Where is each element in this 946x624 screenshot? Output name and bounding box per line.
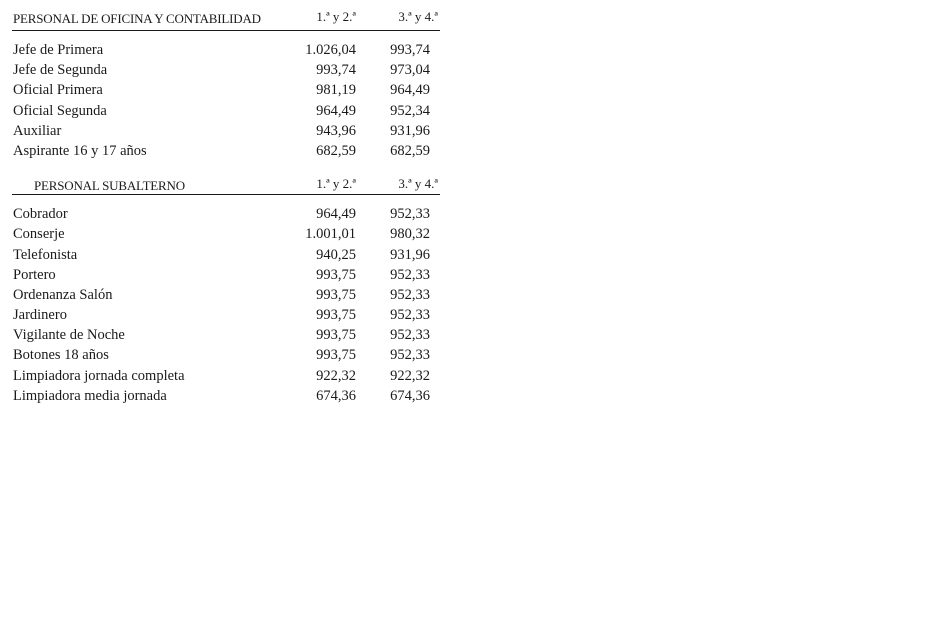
row-value-1: 993,75: [316, 286, 356, 303]
row-value-1: 981,19: [316, 82, 356, 99]
row-value-2: 952,33: [390, 286, 430, 303]
row-value-1: 1.001,01: [305, 226, 356, 243]
table-row: [12, 285, 440, 305]
table-row: [12, 345, 440, 365]
row-label: Limpiadora media jornada: [13, 387, 167, 404]
table-row: [12, 80, 440, 100]
table-row: [12, 386, 440, 406]
row-value-2: 931,96: [390, 122, 430, 139]
row-value-1: 943,96: [316, 122, 356, 139]
table-row: [12, 305, 440, 325]
row-label: Oficial Primera: [13, 82, 103, 99]
table-row: [12, 325, 440, 345]
row-label: Telefonista: [13, 246, 78, 263]
office-col1-header: 1.ª y 2.ª: [316, 9, 356, 24]
row-label: Auxiliar: [13, 122, 62, 139]
row-label: Limpiadora jornada completa: [13, 367, 185, 384]
table-row: [12, 40, 440, 60]
row-label: Vigilante de Noche: [13, 327, 125, 344]
row-value-1: 993,75: [316, 347, 356, 364]
row-value-2: 952,33: [390, 307, 430, 324]
row-value-2: 993,74: [390, 42, 430, 58]
row-value-2: 682,59: [390, 142, 430, 159]
row-label: Ordenanza Salón: [13, 286, 113, 303]
table-row: [12, 141, 440, 161]
table-row: [12, 366, 440, 386]
subaltern-section-title: PERSONAL SUBALTERNO: [34, 178, 185, 194]
row-value-2: 952,33: [390, 266, 430, 283]
salary-table: [12, 0, 440, 406]
row-value-1: 682,59: [316, 142, 356, 159]
row-value-2: 674,36: [390, 387, 430, 404]
row-value-1: 993,74: [316, 62, 356, 79]
subaltern-section: [12, 163, 440, 406]
row-value-1: 964,49: [316, 102, 356, 119]
row-label: Oficial Segunda: [13, 102, 107, 119]
table-row: [12, 245, 440, 265]
row-label: Conserje: [13, 226, 65, 243]
row-value-1: 674,36: [316, 387, 356, 404]
row-value-2: 922,32: [390, 367, 430, 384]
row-label: Botones 18 años: [13, 347, 109, 364]
row-label: Aspirante 16 y 17 años: [13, 142, 147, 159]
row-label: Cobrador: [13, 206, 68, 223]
row-label: Jardinero: [13, 307, 67, 324]
table-row: [12, 121, 440, 141]
row-value-2: 952,33: [390, 347, 430, 364]
row-value-1: 922,32: [316, 367, 356, 384]
row-value-1: 964,49: [316, 206, 356, 223]
row-value-2: 964,49: [390, 82, 430, 99]
row-label: Jefe de Segunda: [13, 62, 108, 79]
table-row: [12, 204, 440, 224]
subaltern-col1-header: 1.ª y 2.ª: [316, 176, 356, 192]
office-section-title: PERSONAL DE OFICINA Y CONTABILIDAD: [13, 11, 261, 26]
row-value-2: 980,32: [390, 226, 430, 243]
table-row: [12, 60, 440, 80]
row-value-2: 952,34: [390, 102, 430, 119]
row-label: Portero: [13, 266, 56, 283]
row-label: Jefe de Primera: [13, 42, 104, 58]
subaltern-col2-header: 3.ª y 4.ª: [398, 176, 438, 192]
row-value-2: 931,96: [390, 246, 430, 263]
table-row: [12, 265, 440, 285]
row-value-1: 993,75: [316, 307, 356, 324]
subaltern-header: [12, 163, 440, 195]
office-section: [12, 0, 440, 161]
row-value-1: 993,75: [316, 266, 356, 283]
row-value-2: 952,33: [390, 327, 430, 344]
office-header: [12, 0, 440, 31]
row-value-1: 993,75: [316, 327, 356, 344]
office-col2-header: 3.ª y 4.ª: [398, 9, 438, 24]
row-value-2: 973,04: [390, 62, 430, 79]
row-value-1: 1.026,04: [305, 42, 356, 58]
table-row: [12, 101, 440, 121]
row-value-2: 952,33: [390, 206, 430, 223]
row-value-1: 940,25: [316, 246, 356, 263]
table-row: [12, 224, 440, 244]
